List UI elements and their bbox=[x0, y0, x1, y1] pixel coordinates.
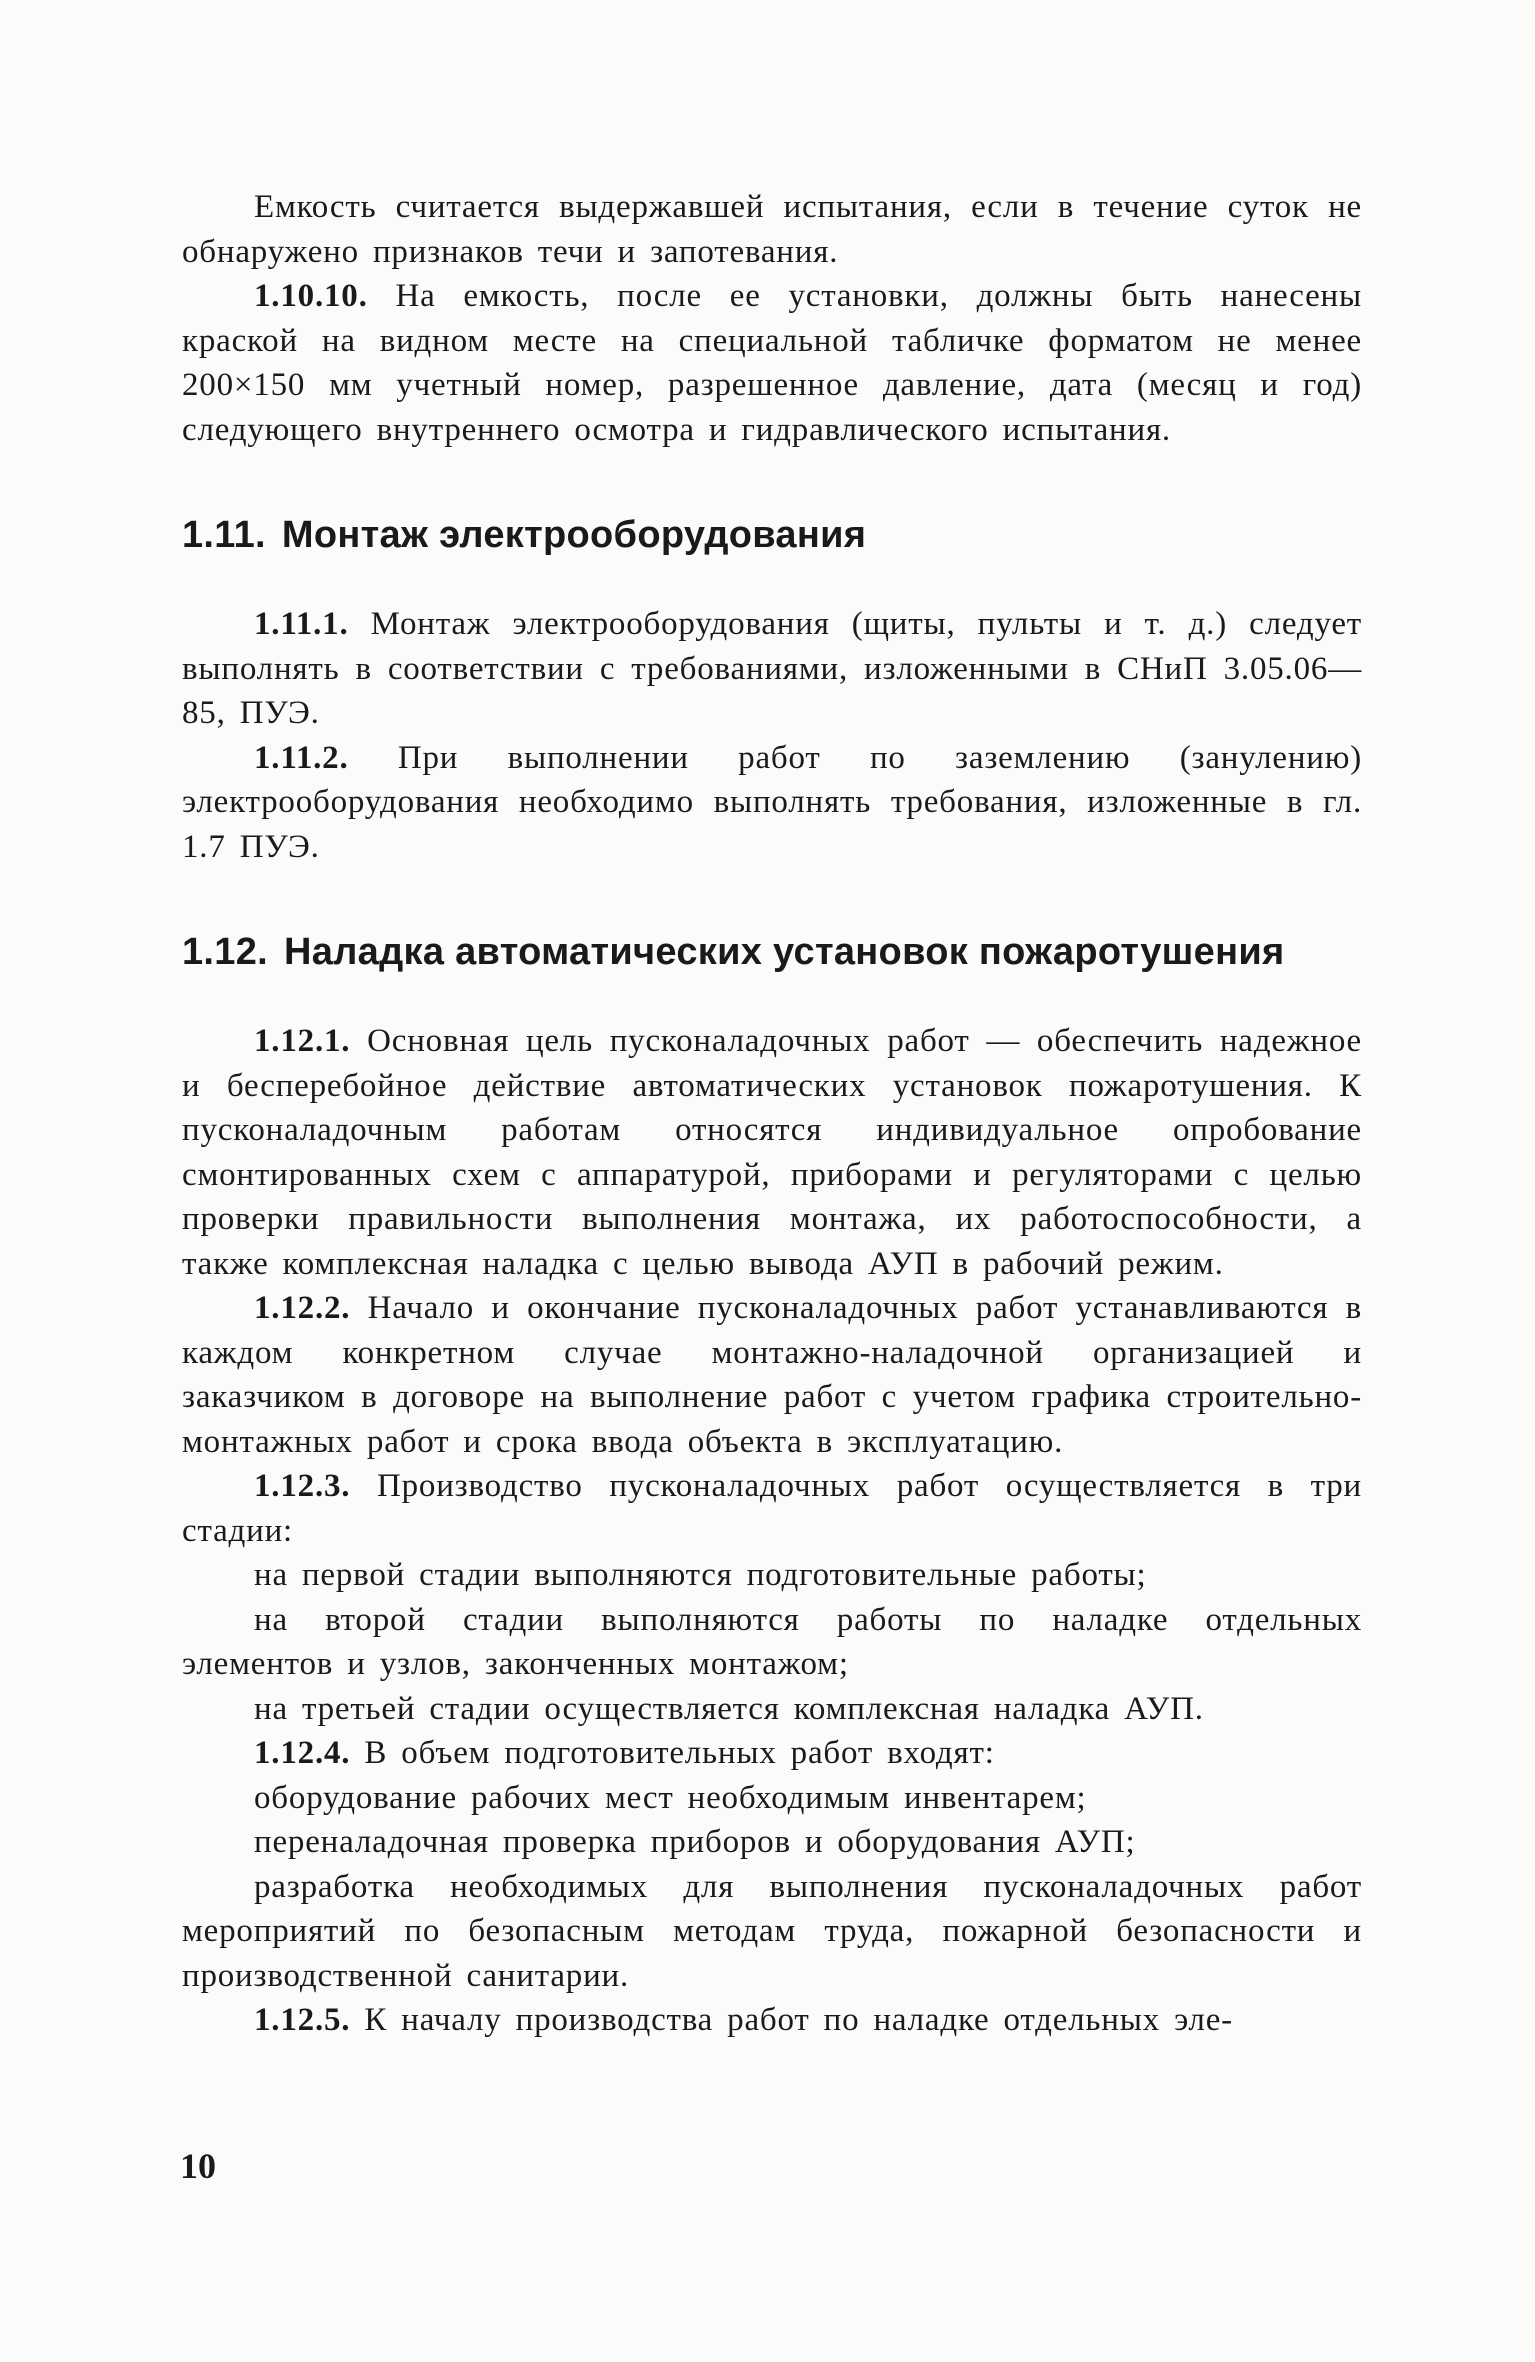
section-heading: 1.11. Монтаж электрооборудования bbox=[182, 514, 867, 556]
paragraph: 1.12.3. Производство пусконаладочных работ осуществляется в три стадии: bbox=[182, 1468, 1362, 1549]
paragraph: 1.12.1. Основная цель пусконаладочных работ — обеспечить надежное и бесперебойное действие автоматических установок пожаротушения. К пусконаладочным работам относятся индивидуальное опробование смонтированных схем с аппаратурой, приборами и регуляторами с целью проверки правильности выполнения монтажа, их работоспособности, а также комплексная наладка с целью вывода АУП в рабочий режим. bbox=[182, 1023, 1362, 1282]
document-page bbox=[182, 185, 1362, 2043]
paragraph: 1.11.1. Монтаж электрооборудования (щиты, пульты и т. д.) следует выполнять в соответствии с требованиями, изложенными в СНиП 3.05.06—85, ПУЭ. bbox=[182, 606, 1362, 731]
page-number: 10 bbox=[180, 2146, 216, 2186]
paragraph: Емкость считается выдержавшей испытания, если в течение суток не обнаружено признаков течи и запотевания. bbox=[182, 189, 1362, 270]
clause-number: 1.12.1. bbox=[254, 1023, 351, 1059]
clause-number: 1.11.1. bbox=[254, 606, 349, 642]
list-item: разработка необходимых для выполнения пусконаладочных работ мероприятий по безопасным методам труда, пожарной безопасности и производственной санитарии. bbox=[182, 1868, 1362, 1994]
paragraph: 1.11.2. При выполнении работ по заземлению (занулению) электрооборудования необходимо выполнять требования, изложенные в гл. 1.7 ПУЭ. bbox=[182, 739, 1362, 865]
list-item: оборудование рабочих мест необходимым инвентарем; bbox=[254, 1779, 1087, 1816]
clause-number: 1.12.4. bbox=[254, 1735, 351, 1771]
list-item: переналадочная проверка приборов и оборудования АУП; bbox=[254, 1824, 1136, 1860]
clause-number: 1.12.5. bbox=[254, 2002, 351, 2038]
clause-number: 1.12.3. bbox=[254, 1468, 351, 1504]
clause-number: 1.11.2. bbox=[254, 739, 349, 776]
clause-number: 1.12.2. bbox=[254, 1290, 351, 1326]
paragraph: 1.12.2. Начало и окончание пусконаладочных работ устанавливаются в каждом конкретном случае монтажно-наладочной организацией и заказчиком в договоре на выполнение работ с учетом графика строительно-монтажных работ и срока ввода объекта в эксплуатацию. bbox=[182, 1290, 1362, 1460]
paragraph: 1.12.4. В объем подготовительных работ входят: bbox=[254, 1735, 995, 1771]
paragraph: 1.10.10. На емкость, после ее установки, должны быть нанесены краской на видном месте на специальной табличке форматом не менее 200×150 мм учетный номер, разрешенное давление, дата (месяц и год) следующего внутреннего осмотра и гидравлического испытания. bbox=[182, 278, 1362, 448]
paragraph: 1.12.5. К началу производства работ по наладке отдельных эле- bbox=[254, 2002, 1233, 2038]
list-item: на третьей стадии осуществляется комплексная наладка АУП. bbox=[254, 1690, 1204, 1727]
clause-number: 1.10.10. bbox=[254, 278, 368, 314]
section-heading: 1.12. Наладка автоматических установок пожаротушения bbox=[182, 931, 1285, 973]
list-item: на первой стадии выполняются подготовительные работы; bbox=[254, 1557, 1147, 1593]
list-item: на второй стадии выполняются работы по наладке отдельных элементов и узлов, законченных монтажом; bbox=[182, 1601, 1362, 1682]
